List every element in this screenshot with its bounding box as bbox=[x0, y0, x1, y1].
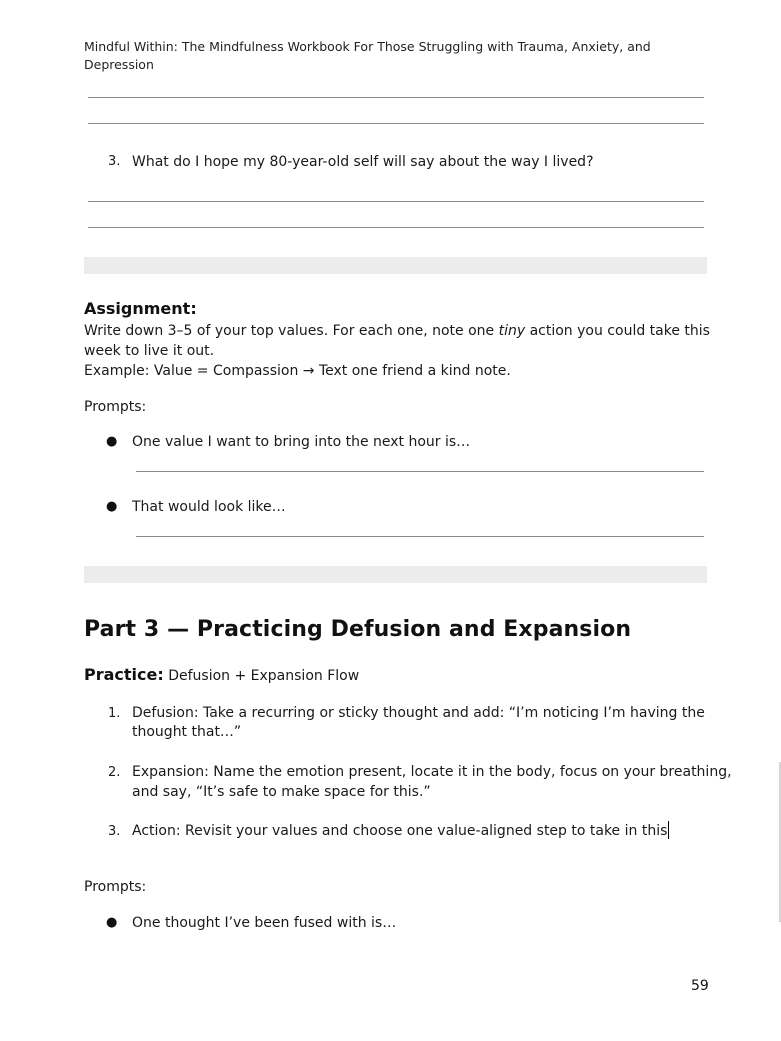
assignment-line-2: week to live it out. bbox=[84, 343, 215, 359]
prompts-label: Prompts: bbox=[84, 399, 147, 415]
answer-line[interactable] bbox=[136, 471, 704, 472]
section-divider bbox=[84, 566, 707, 583]
list-number: 3. bbox=[108, 824, 121, 839]
section-divider bbox=[84, 257, 707, 274]
assignment-text: action you could take this bbox=[525, 323, 710, 339]
assignment-text: Write down 3–5 of your top values. For each one, note one bbox=[84, 323, 499, 339]
running-header: Mindful Within: The Mindfulness Workbook For Those Struggling with Trauma, Anxiety, and Depression bbox=[84, 39, 651, 72]
step-text: Action: Revisit your values and choose one value-aligned step to take in this bbox=[132, 823, 668, 839]
prompt-item: One value I want to bring into the next hour is… bbox=[132, 434, 471, 450]
answer-line[interactable] bbox=[88, 227, 704, 228]
answer-line[interactable] bbox=[88, 97, 704, 98]
answer-line[interactable] bbox=[136, 536, 704, 537]
page-number: 59 bbox=[691, 978, 709, 994]
list-number: 1. bbox=[108, 706, 121, 721]
text-cursor bbox=[668, 821, 669, 839]
step-text: Expansion: Name the emotion present, locate it in the body, focus on your breathing, bbox=[132, 764, 732, 780]
bullet-icon: ● bbox=[106, 499, 118, 514]
practice-line bbox=[84, 665, 359, 686]
list-number: 2. bbox=[108, 765, 121, 780]
question-text: What do I hope my 80-year-old self will say about the way I lived? bbox=[132, 154, 594, 170]
answer-line[interactable] bbox=[88, 201, 704, 202]
practice-title: Defusion + Expansion Flow bbox=[168, 668, 360, 684]
step-text: and say, “It’s safe to make space for this.” bbox=[132, 784, 431, 800]
answer-line[interactable] bbox=[88, 123, 704, 124]
bullet-icon: ● bbox=[106, 434, 118, 449]
practice-label: Practice: bbox=[84, 665, 164, 684]
prompt-item: That would look like… bbox=[132, 499, 286, 515]
step-text: thought that…” bbox=[132, 724, 242, 740]
list-number: 3. bbox=[108, 154, 121, 169]
assignment-example: Example: Value = Compassion → Text one friend a kind note. bbox=[84, 363, 511, 379]
prompts-label: Prompts: bbox=[84, 879, 147, 895]
prompt-item: One thought I’ve been fused with is… bbox=[132, 915, 397, 931]
bullet-icon: ● bbox=[106, 915, 118, 930]
assignment-heading: Assignment: bbox=[84, 299, 197, 318]
step-text-editing[interactable] bbox=[132, 821, 669, 841]
step-text: Defusion: Take a recurring or sticky thought and add: “I’m noticing I’m having the bbox=[132, 705, 705, 721]
assignment-emphasis: tiny bbox=[498, 323, 526, 339]
part-heading: Part 3 — Practicing Defusion and Expansion bbox=[84, 617, 632, 642]
assignment-line-1 bbox=[84, 321, 710, 341]
